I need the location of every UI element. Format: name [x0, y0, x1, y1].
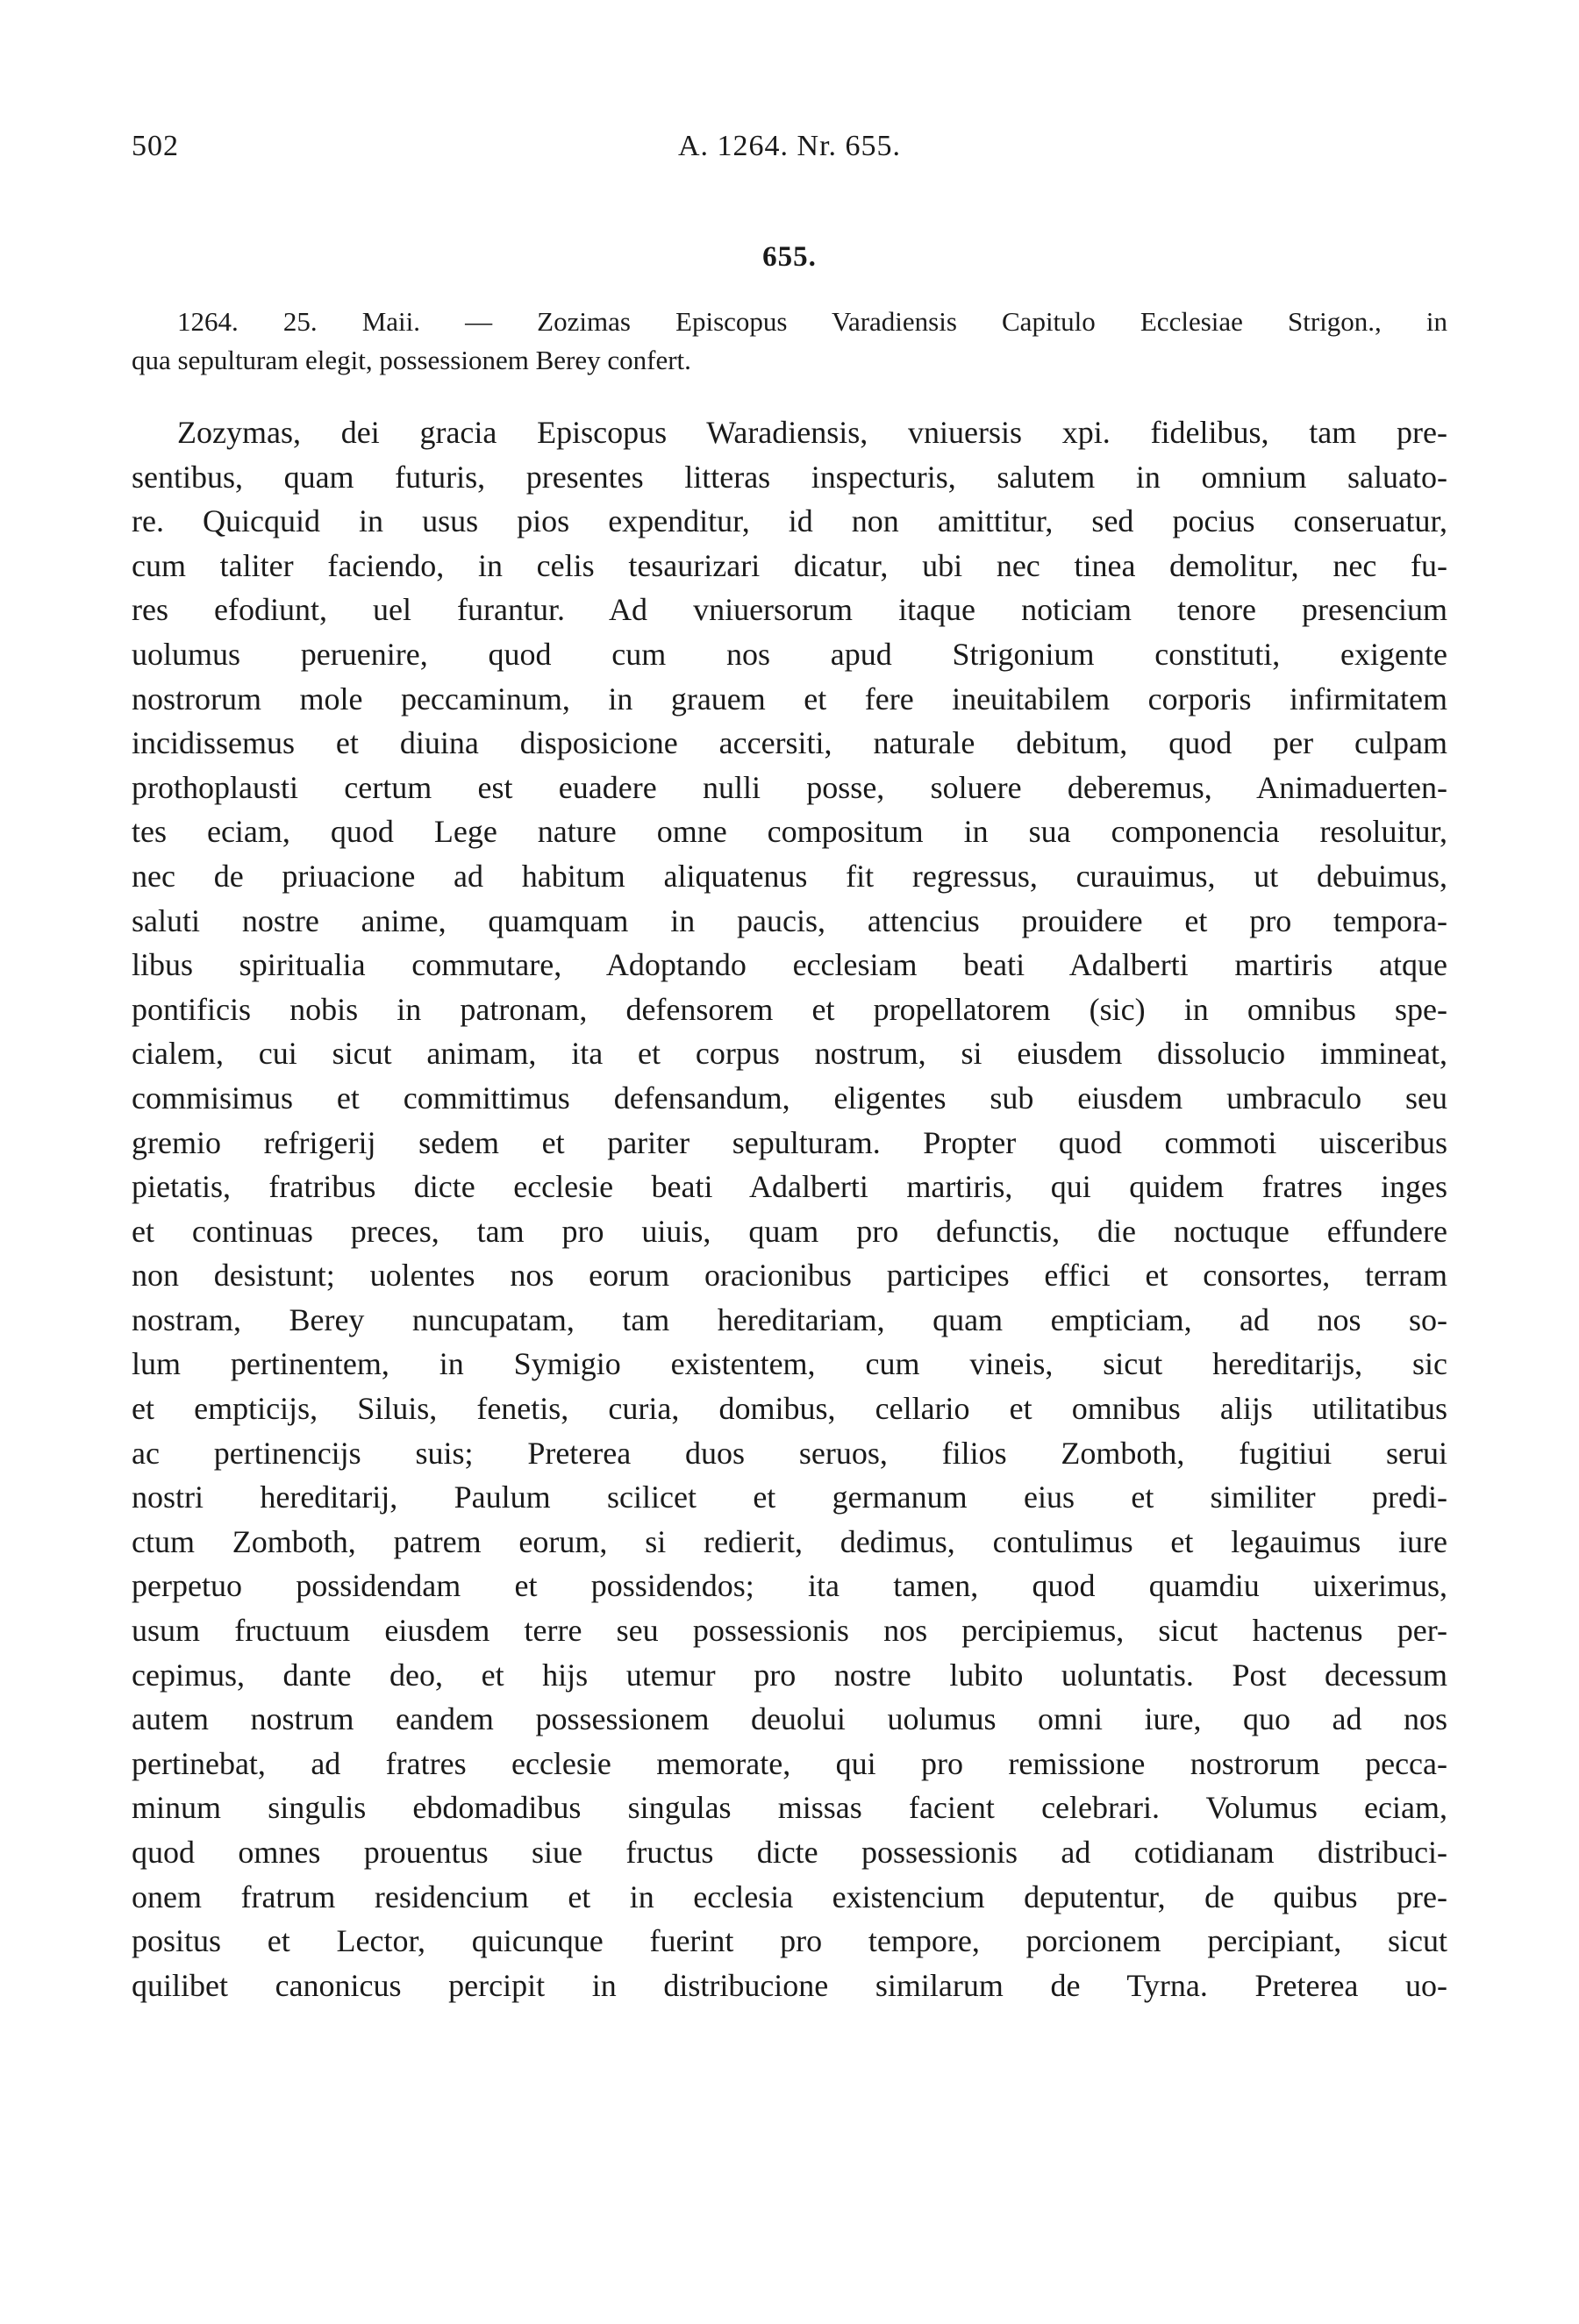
running-title: A. 1264. Nr. 655.: [677, 130, 902, 162]
regest-line: 1264. 25. Maii. — Zozimas Episcopus Varadiensis Capitulo Ecclesiae Strigon., in: [177, 306, 1447, 337]
body-line: ac pertinencijs suis; Preterea duos seruos, filios Zomboth, fugitiui serui: [132, 1435, 1447, 1471]
body-line: quod omnes prouentus siue fructus dicte possessionis ad cotidianam distribuci-: [132, 1835, 1447, 1870]
body-line: pietatis, fratribus dicte ecclesie beati Adalberti martiris, qui quidem fratres inges: [132, 1169, 1447, 1205]
body-line: positus et Lector, quicunque fuerint pro tempore, porcionem percipiant, sicut: [132, 1923, 1447, 1959]
body-line: pertinebat, ad fratres ecclesie memorate, qui pro remissione nostrorum pecca-: [132, 1745, 1447, 1781]
body-line: saluti nostre anime, quamquam in paucis, attencius prouidere et pro tempora-: [132, 902, 1447, 938]
body-line: usum fructuum eiusdem terre seu possessionis nos percipiemus, sicut hactenus per-: [132, 1613, 1447, 1649]
body-line: Zozymas, dei gracia Episcopus Waradiensis, vniuersis xpi. fidelibus, tam pre-: [177, 415, 1447, 450]
body-line: nostram, Berey nuncupatam, tam hereditariam, quam empticiam, ad nos so-: [132, 1301, 1447, 1337]
document-number: 655.: [762, 241, 817, 273]
body-line: gremio refrigerij sedem et pariter sepulturam. Propter quod commoti uisceribus: [132, 1124, 1447, 1160]
body-line: tes eciam, quod Lege nature omne compositum in sua componencia resoluitur,: [132, 814, 1447, 850]
body-line: commisimus et committimus defensandum, eligentes sub eiusdem umbraculo seu: [132, 1080, 1447, 1116]
body-line: libus spiritualia commutare, Adoptando ecclesiam beati Adalberti martiris atque: [132, 947, 1447, 983]
body-line: pontificis nobis in patronam, defensorem et propellatorem (sic) in omnibus spe-: [132, 991, 1447, 1027]
body-line: onem fratrum residencium et in ecclesia existencium deputentur, de quibus pre-: [132, 1878, 1447, 1914]
body-line: cepimus, dante deo, et hijs utemur pro nostre lubito uoluntatis. Post decessum: [132, 1657, 1447, 1693]
body-line: perpetuo possidendam et possidendos; ita tamen, quod quamdiu uixerimus,: [132, 1568, 1447, 1604]
body-line: nostri hereditarij, Paulum scilicet et germanum eius et similiter predi-: [132, 1479, 1447, 1515]
body-line: prothoplausti certum est euadere nulli posse, soluere deberemus, Animaduerten-: [132, 769, 1447, 805]
body-line: autem nostrum eandem possessionem deuolui uolumus omni iure, quo ad nos: [132, 1701, 1447, 1737]
body-line: uolumus peruenire, quod cum nos apud Strigonium constituti, exigente: [132, 636, 1447, 672]
document-body: [132, 410, 1447, 2007]
body-line: et empticijs, Siluis, fenetis, curia, domibus, cellario et omnibus alijs utilitatibus: [132, 1391, 1447, 1427]
body-line: sentibus, quam futuris, presentes litteras inspecturis, salutem in omnium saluato-: [132, 459, 1447, 495]
body-line: lum pertinentem, in Symigio existentem, cum vineis, sicut hereditarijs, sic: [132, 1346, 1447, 1382]
body-line: cialem, cui sicut animam, ita et corpus nostrum, si eiusdem dissolucio immineat,: [132, 1036, 1447, 1072]
body-line: re. Quicquid in usus pios expenditur, id non amittitur, sed pocius conseruatur,: [132, 503, 1447, 539]
body-line: minum singulis ebdomadibus singulas missas facient celebrari. Volumus eciam,: [132, 1790, 1447, 1826]
body-line: quilibet canonicus percipit in distribucione similarum de Tyrna. Preterea uo-: [132, 1967, 1447, 2003]
body-line: cum taliter faciendo, in celis tesaurizari dicatur, ubi nec tinea demolitur, nec fu-: [132, 547, 1447, 583]
body-line: non desistunt; uolentes nos eorum oracionibus participes effici et consortes, terram: [132, 1258, 1447, 1294]
body-line: nostrorum mole peccaminum, in grauem et fere ineuitabilem corporis infirmitatem: [132, 681, 1447, 716]
running-head: [132, 130, 1447, 174]
body-line: et continuas preces, tam pro uiuis, quam pro defunctis, die noctuque effundere: [132, 1213, 1447, 1249]
regest: [132, 303, 1447, 380]
page-number: 502: [132, 130, 179, 162]
body-line: incidissemus et diuina disposicione accersiti, naturale debitum, quod per culpam: [132, 725, 1447, 761]
body-line: ctum Zomboth, patrem eorum, si redierit, dedimus, contulimus et legauimus iure: [132, 1523, 1447, 1559]
regest-line: qua sepulturam elegit, possessionem Berey confert.: [132, 345, 691, 375]
body-line: nec de priuacione ad habitum aliquatenus fit regressus, curauimus, ut debuimus,: [132, 858, 1447, 894]
body-line: res efodiunt, uel furantur. Ad vniuersorum itaque noticiam tenore presencium: [132, 592, 1447, 628]
